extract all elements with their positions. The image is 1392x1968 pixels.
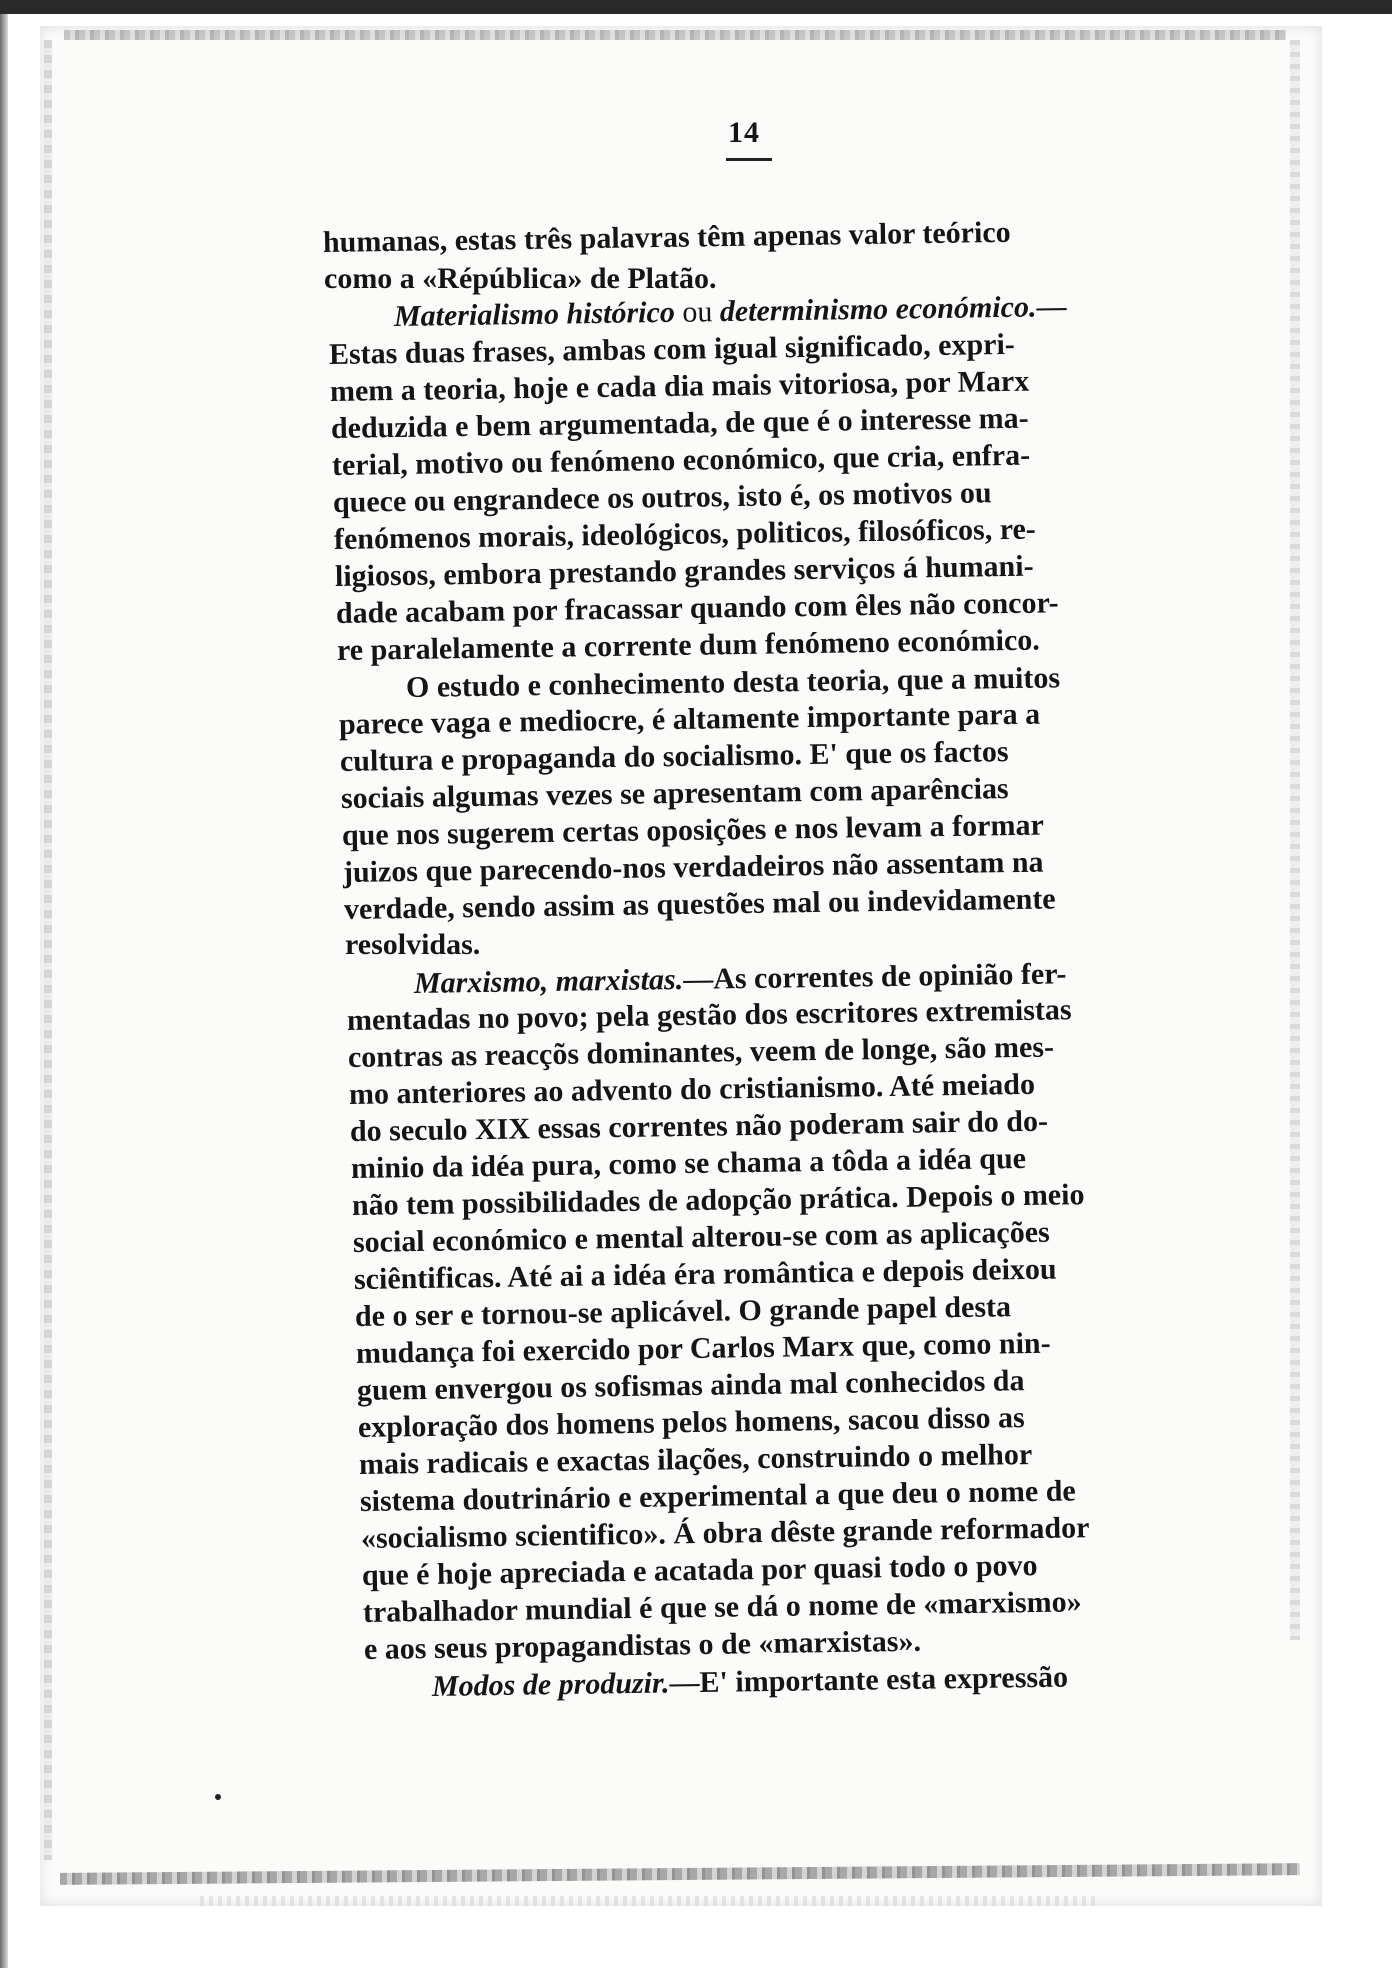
text-line: sciêntificas. Até ai a idéa éra romântica e depois deixou <box>353 1252 1057 1296</box>
text-line: Marxismo, marxistas.—As correntes de opinião fer- <box>413 957 1067 1000</box>
text-line: mais radicais e exactas ilações, construindo o melhor <box>358 1438 1033 1481</box>
text-line: verdade, sendo assim as questões mal ou indevidamente <box>343 882 1056 926</box>
text-line: mo anteriores ao advento do cristianismo. Até meiado <box>348 1067 1036 1111</box>
text-line: mudança foi exercido por Carlos Marx que, como nin- <box>355 1326 1051 1370</box>
text-line: terial, motivo ou fenómeno económico, que cria, enfra- <box>331 438 1031 482</box>
text-line: que nos sugerem certas oposições e nos levam a formar <box>341 808 1044 852</box>
text-line: sistema doutrinário e experimental a que deu o nome de <box>359 1474 1076 1518</box>
text-line: trabalhador mundial é que se dá o nome de «marxismo» <box>362 1585 1082 1629</box>
text-line: contras as reacçõs dominantes, veem de longe, são mes- <box>347 1030 1055 1074</box>
text-line: O estudo e conhecimento desta teoria, que a muitos <box>405 661 1061 704</box>
text-line: re paralelamente a corrente dum fenómeno económico. <box>336 623 1041 667</box>
text-line: mentadas no povo; pela gestão dos escritores extremistas <box>346 993 1072 1037</box>
text-line: dade acabam por fracassar quando com êles não concor- <box>335 586 1059 630</box>
text-line: cultura e propaganda do socialismo. E' que os factos <box>339 735 1009 778</box>
text-line: do seculo XIX essas correntes não poderam sair do do- <box>349 1104 1049 1148</box>
text-line: minio da idéa pura, como se chama a tôda a idéa que <box>350 1141 1027 1185</box>
text-line: como a «Répública» de Platão. <box>324 262 717 295</box>
text-line: que é hoje apreciada e acatada por quasi todo o povo <box>361 1548 1038 1592</box>
text-line: parece vaga e mediocre, é altamente importante para a <box>338 697 1041 741</box>
text-line: ligiosos, embora prestando grandes serviços á humani- <box>334 549 1034 593</box>
ink-speck <box>215 1794 221 1800</box>
text-line: humanas, estas três palavras têm apenas valor teórico <box>322 215 1011 259</box>
text-line: deduzida e bem argumentada, de que é o interesse ma- <box>330 401 1029 445</box>
text-line: social económico e mental alterou-se com as aplicações <box>352 1215 1050 1259</box>
text-line: «socialismo scientifico». Á obra dêste grande reformador <box>360 1511 1090 1555</box>
text-line: Estas duas frases, ambas com igual significado, expri- <box>328 327 1016 371</box>
text-line: e aos seus propagandistas o de «marxistas». <box>363 1624 922 1666</box>
text-line: Modos de produzir.—E' importante esta expressão <box>431 1660 1069 1703</box>
text-line: juizos que parecendo-nos verdadeiros não assentam na <box>342 845 1044 889</box>
text-line: de o ser e tornou-se aplicável. O grande papel desta <box>354 1290 1012 1333</box>
text-line: sociais algumas vezes se apresentam com aparências <box>340 772 1009 815</box>
text-line: não tem possibilidades de adopção prática. Depois o meio <box>351 1178 1085 1222</box>
text-line: resolvidas. <box>345 928 481 961</box>
text-line: quece ou engrandece os outros, isto é, os motivos ou <box>332 476 992 519</box>
text-line: Materialismo histórico ou determinismo económico.— <box>393 290 1067 333</box>
page-number: 14 <box>728 116 760 149</box>
text-line: guem envergou os sofismas ainda mal conhecidos da <box>356 1364 1025 1407</box>
text-line: fenómenos morais, ideológicos, politicos, filosóficos, re- <box>333 512 1037 556</box>
text-line: exploração dos homens pelos homens, sacou disso as <box>357 1401 1025 1444</box>
text-line: mem a teoria, hoje e cada dia mais vitoriosa, por Marx <box>329 364 1030 408</box>
